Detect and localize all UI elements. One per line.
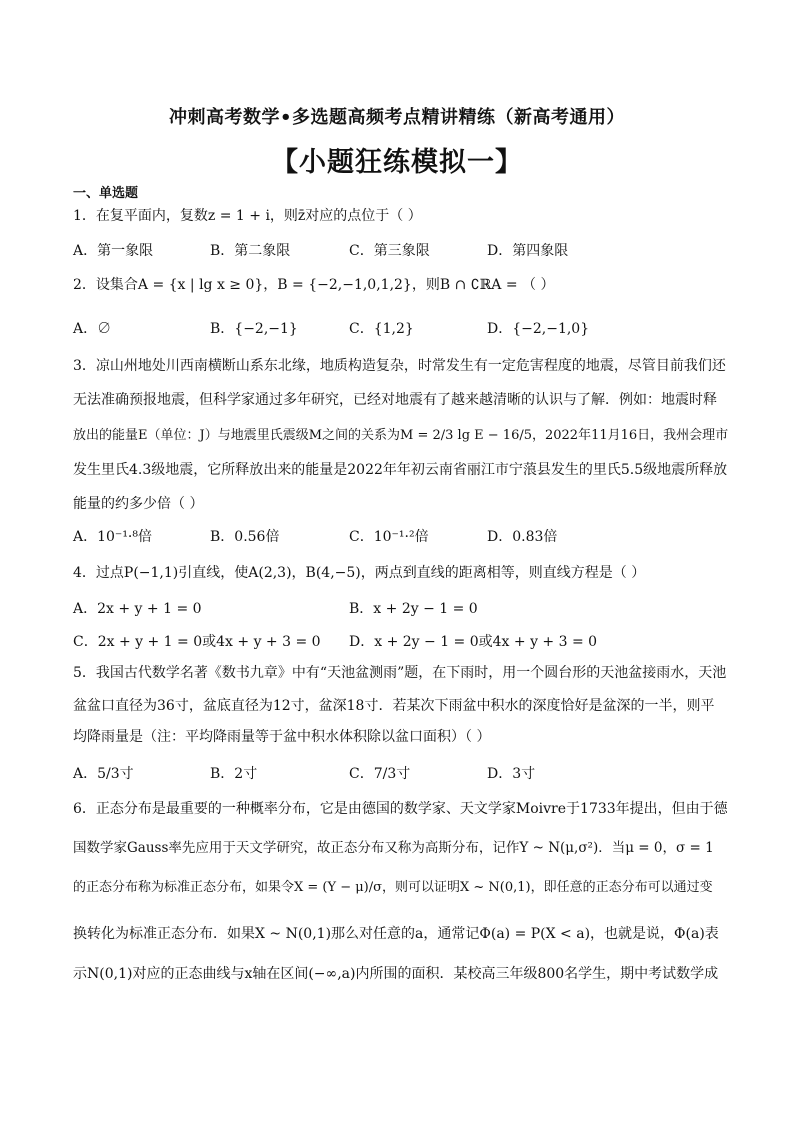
question-6-line: 换转化为标准正态分布．如果X ~ N(0,1)那么对任意的a，通常记Φ(a) = P(X < a)，也就是说，Φ(a)表: [73, 926, 719, 942]
question-3-line: 发生里氏4.3级地震，它所释放出来的能量是2022年年初云南省丽江市宁蒗县发生的里氏5.5级地震所释放: [73, 462, 728, 478]
question-4-option-a: A．2x + y + 1 = 0: [73, 601, 202, 617]
question-2-option-c: C．{1,2}: [349, 321, 414, 337]
question-3-line: 3．凉山州地处川西南横断山系东北缘，地质构造复杂，时常发生有一定危害程度的地震，尽管目前我们还: [73, 358, 726, 374]
question-4-option-b: B．x + 2y − 1 = 0: [349, 601, 478, 617]
question-5-line: 盆盆口直径为36寸，盆底直径为12寸，盆深18寸．若某次下雨盆中积水的深度恰好是盆深的一半，则平: [73, 698, 715, 714]
question-3-option-c: C．10⁻¹·²倍: [349, 529, 429, 545]
question-5-line: 5．我国古代数学名著《数书九章》中有“天池盆测雨”题，在下雨时，用一个圆台形的天池盆接雨水，天池: [73, 665, 727, 681]
question-6-line: 示N(0,1)对应的正态曲线与x轴在区间(−∞,a)内所围的面积．某校高三年级800名学生，期中考试数学成: [73, 966, 719, 982]
question-5-line: 均降雨量是（注：平均降雨量等于盆中积水体积除以盆口面积）（ ）: [73, 729, 491, 745]
question-2-option-b: B．{−2,−1}: [210, 321, 298, 337]
question-3-line: 能量的约多少倍（ ）: [73, 496, 204, 512]
question-1-option-d: D．第四象限: [487, 243, 569, 259]
question-3-option-d: D．0.83倍: [487, 529, 558, 545]
page-subtitle: 【小题狂练模拟一】: [271, 147, 523, 178]
question-5-option-c: C．7/3寸: [349, 766, 411, 782]
question-5-option-d: D．3寸: [487, 766, 536, 782]
question-5-option-a: A．5/3寸: [73, 766, 134, 782]
question-3-option-a: A．10⁻¹·⁸倍: [73, 529, 152, 545]
question-4-option-c: C．2x + y + 1 = 0或4x + y + 3 = 0: [73, 634, 321, 650]
question-1-option-c: C．第三象限: [349, 243, 430, 259]
page-title: 冲刺高考数学•多选题高频考点精讲精练（新高考通用）: [168, 107, 625, 128]
question-6-line: 6．正态分布是最重要的一种概率分布，它是由德国的数学家、天文学家Moivre于1733年提出，但由于德: [73, 801, 728, 817]
question-3-line: 放出的能量E（单位：J）与地震里氏震级M之间的关系为M = 2/3 lg E − 16/5，2022年11月16日，我州会理市: [73, 428, 729, 443]
question-3-option-b: B．0.56倍: [210, 529, 280, 545]
question-2-option-d: D．{−2,−1,0}: [487, 321, 590, 337]
question-1-option-b: B．第二象限: [210, 243, 291, 259]
question-3-line: 无法准确预报地震，但科学家通过多年研究，已经对地震有了越来越清晰的认识与了解．例如：地震时释: [73, 392, 717, 408]
question-5-option-b: B．2寸: [210, 766, 258, 782]
question-1-option-a: A．第一象限: [73, 243, 154, 259]
section-heading: 一、单选题: [73, 186, 139, 201]
question-6-line: 国数学家Gauss率先应用于天文学研究，故正态分布又称为高斯分布，记作Y ~ N(μ,σ²)．当μ = 0，σ = 1: [73, 840, 714, 856]
question-1-stem: 1．在复平面内，复数z = 1 + i，则z̄对应的点位于（ ）: [73, 208, 422, 224]
question-6-line: 的正态分布称为标准正态分布，如果令X = (Y − μ)/σ，则可以证明X ~ N(0,1)，即任意的正态分布可以通过变: [73, 880, 713, 895]
question-4-option-d: D．x + 2y − 1 = 0或4x + y + 3 = 0: [349, 634, 598, 650]
question-4-stem: 4．过点P(−1,1)引直线，使A(2,3)，B(4,−5)，两点到直线的距离相等，则直线方程是（ ）: [73, 565, 646, 581]
question-2-option-a: A．∅: [73, 321, 112, 337]
question-2-stem: 2．设集合A = {x | lg x ≥ 0}，B = {−2,−1,0,1,2}，则B ∩ ∁ℝA = （ ）: [73, 277, 555, 293]
